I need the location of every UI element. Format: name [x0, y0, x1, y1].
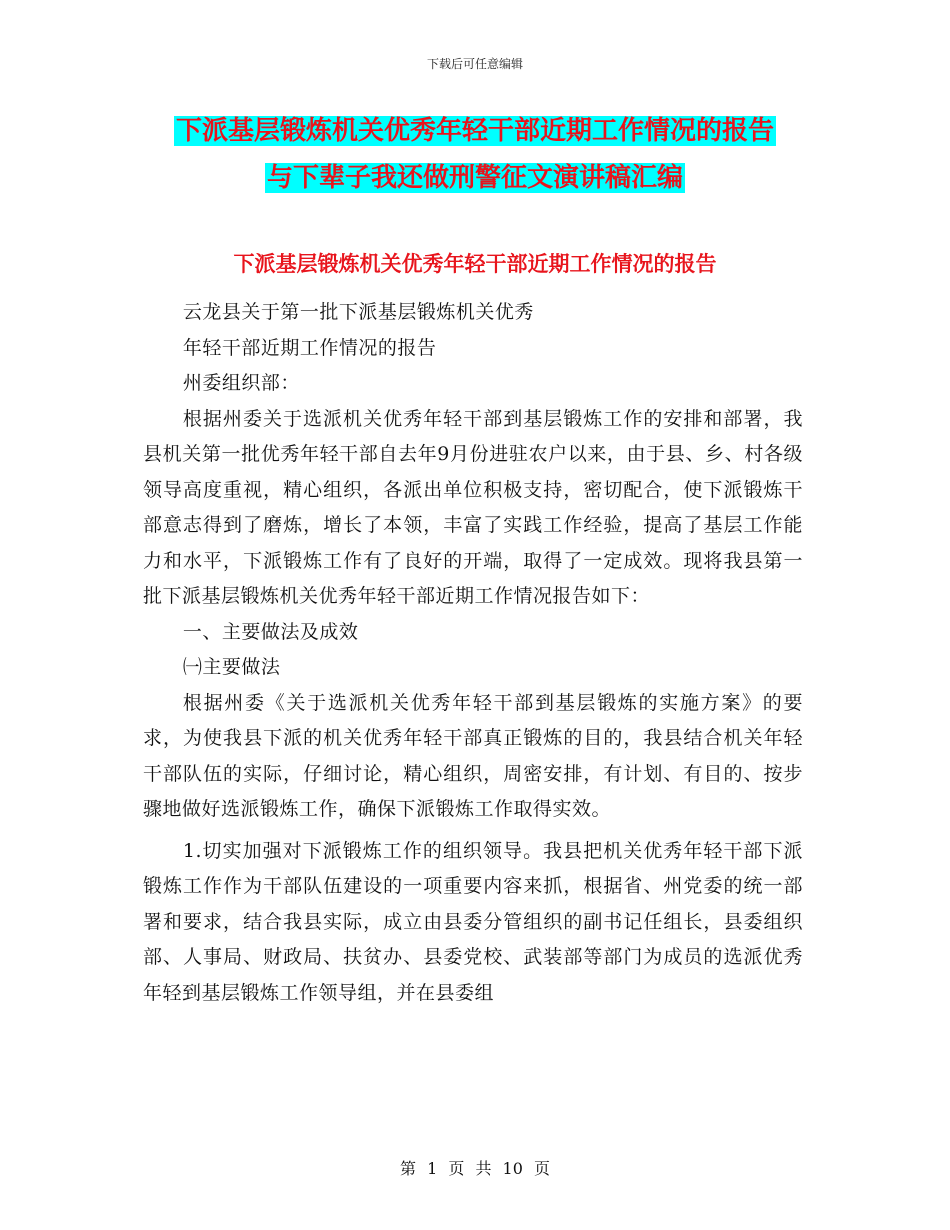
- title-highlight-1: 下派基层锻炼机关优秀年轻干部近期工作情况的报告: [175, 116, 774, 146]
- body-paragraph: 根据州委关于选派机关优秀年轻干部到基层锻炼工作的安排和部署，我县机关第一批优秀年轻干部自去年9月份进驻农户以来，由于县、乡、村各级领导高度重视，精心组织，各派出单位积极支持，密切配合，使下派锻炼干部意志得到了磨炼，增长了本领，丰富了实践工作经验，提高了基层工作能力和水平，下派锻炼工作有了良好的开端，取得了一定成效。现将我县第一批下派基层锻炼机关优秀年轻干部近期工作情况报告如下：: [143, 407, 803, 607]
- header-note: 下载后可任意编辑: [426, 57, 523, 71]
- body-paragraph: 根据州委《关于选派机关优秀年轻干部到基层锻炼的实施方案》的要求，为使我县下派的机关优秀年轻干部真正锻炼的目的，我县结合机关年轻干部队伍的实际，仔细讨论，精心组织，周密安排，有计划、有目的、按步骤地做好选派锻炼工作，确保下派锻炼工作取得实效。: [143, 691, 803, 820]
- report-heading-line-2: 年轻干部近期工作情况的报告: [182, 336, 437, 359]
- document-body: [143, 295, 803, 1011]
- document-title-line-2: [0, 157, 950, 194]
- body-paragraph: 1.切实加强对下派锻炼工作的组织领导。我县把机关优秀年轻干部下派锻炼工作作为干部队伍建设的一项重要内容来抓，根据省、州党委的统一部署和要求，结合我县实际，成立由县委分管组织的副书记任组长，县委组织部、人事局、财政局、扶贫办、县委党校、武装部等部门为成员的选派优秀年轻到基层锻炼工作领导组，并在县委组: [143, 839, 803, 1004]
- section-heading: 一、主要做法及成效: [182, 620, 359, 643]
- document-title-line-1: [0, 110, 950, 147]
- subsection-heading: ㈠主要做法: [182, 656, 281, 678]
- section-title: 下派基层锻炼机关优秀年轻干部近期工作情况的报告: [233, 252, 717, 276]
- title-highlight-2: 与下辈子我还做刑警征文演讲稿汇编: [266, 163, 683, 193]
- addressee: 州委组织部：: [182, 372, 300, 394]
- page-footer: 第 1 页 共 10 页: [400, 1159, 550, 1178]
- report-heading-line-1: 云龙县关于第一批下派基层锻炼机关优秀: [182, 301, 534, 323]
